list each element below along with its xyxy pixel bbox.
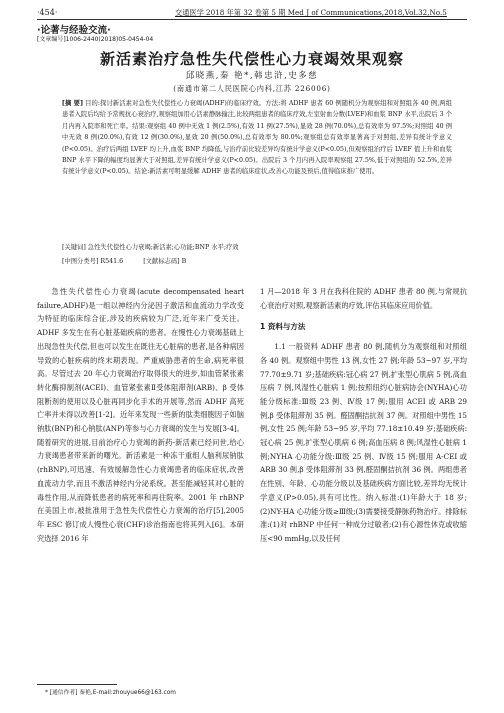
page-number: ·454· (37, 8, 58, 17)
intro-continuation: 1 月—2018 年 3 月在我科住院的 ADHF 患者 80 例,与常规抗心衰治疗对照,观察新活素的疗效,评估其临床应用价值。 (260, 287, 467, 310)
journal-header: 交通医学 2018 年第 32 卷第 5 期 Med J of Communications,2018,Vol.32,No.5 (175, 8, 447, 17)
footnote: * [通信作者] 秦艳,E-mail:zhouyue66@163.com (45, 690, 176, 696)
document-code: [文献标志码] B (143, 258, 187, 265)
body-right-column (260, 285, 467, 546)
article-title: 新活素治疗急性失代偿性心力衰竭效果观察 (99, 50, 404, 68)
classification-line (62, 256, 452, 265)
keywords: [关键词] 急性失代偿性心力衰竭;新活素;心功能;BNP 水平;疗效 (62, 244, 239, 251)
footnote-rule (37, 684, 117, 685)
abstract-text: 目的:探讨新活素对急性失代偿性心力衰竭(ADHF)的临床疗效。方法:将 ADHF 患者 60 例随机分为观察组和对照组各 40 例,两组患者入院后均给予常规抗心衰治疗,观察组加用心活素静脉输注,比较两组患者的临床疗效,左室射血分数(LVEF)和血浆 BNP 水平,出院后 3 个月内再入院率和死亡率。结果:观察组 40 例中无效 1 例(2.5%),有效 11 例(27.5%),显效 28 例(70.0%),总有效率为 97.5%;对照组 40 例中无效 8 例(20.0%),有效 12 例(30.0%),显效 20 例(50.0%),总有效率为 80.0%;观察组总有效率显著高于对照组,差异有统计学意义(P<0.05)。治疗后两组 LVEF 均上升,血浆 BNP 均降低,与治疗前比较差异均有统计学意义(P<0.05),但观察组治疗后 LVEF 值上升和血浆 BNP 水平下降的幅度均显著大于对照组,差异有统计学意义(P<0.05)。出院后 3 个月内再入院率观察组 27.5%,低于对照组的 52.5%,差异有统计学意义(P<0.05)。结论:新活素可明显缓解 ADHF 患者的临床症状,改善心功能及预后,值得临床推广使用。 (62, 100, 452, 176)
affiliation: (南通市第二人民医院心内科,江苏 226006) (173, 84, 331, 93)
methods-paragraph: 1.1 一般资料 ADHF 患者 80 例,随机分为观察组和对照组各 40 例。观察组中男性 13 例,女性 27 例;年龄 53~97 岁,平均 77.70±9.71 岁;基础疾病:冠心病 27 例,扩张型心肌病 5 例,高血压病 7 例,风湿性心脏病 1 例;按照纽约心脏病协会(NYHA)心功能分级标准:Ⅲ级 23 例、Ⅳ级 17 例;服用 ACEI 或 ARB 29 例,β 受体阻滞剂 35 例。醛固酮拮抗剂 37 例。对照组中男性 15 例,女性 25 例;年龄 53~95 岁,平均 77.18±10.49 岁;基础疾病:冠心病 25 例,扩张型心肌病 6 例;高血压病 8 例;风湿性心脏病 1 例;NYHA 心功能分级:Ⅲ级 25 例、Ⅳ级 15 例;服用 A-CEI 或 ARB 30 例,β 受体阻滞剂 33 例,醛固酮拮抗剂 36 例。两组患者在性别、年龄、心功能分级以及基础疾病方面比较,差异均无统计学意义(P>0.05),具有可比性。纳入标准:(1)年龄大于 18 岁;(2)NY-HA 心功能分级≥Ⅲ级;(3)需要接受静脉药物治疗。排除标准:(1)对 rhBNP 中任何一种成分过敏者;(2)有心源性休克或收缩压<90 mmHg,以及任何 (260, 342, 467, 543)
abstract (62, 98, 452, 178)
intro-paragraph: 急性失代偿性心力衰竭(acute decompensated heart failure,ADHF)是一组以神经内分泌因子激活和血流动力学改变为特征的临床综合征,涉及的疾病较为广泛,近年来广受关注。ADHF 多发生在有心脏基础疾病的患者。在慢性心力衰竭基础上出现急性失代偿,但也可以发生在既往无心脏病的患者,是各种病因导致的心脏疾病的终末期表现。严重威胁患者的生命,病死率很高。尽管过去 20 年心力衰竭治疗取得很大的进步,如血管紧张素转化酶抑制剂(ACEI)、血管紧张素Ⅱ受体阻滞剂(ARB)、β 受体阻断剂的使用以及心脏再同步化手术的开展等,然而 ADHF 高死亡率并未得以改善[1-2]。近年来发现一些新的肽类细胞因子如脑钠肽(BNP)和心钠肽(ANP)等参与心力衰竭的发生与发展[3-4]。随着研究的进展,目前治疗心力衰竭的新药-新活素已经问世,给心力衰竭患者带来新的曙光。新活素是一种冻干重组人脑利尿钠肽(rhBNP),可迅速、有效缓解急性心力衰竭患者的临床症状,改善血流动力学,而且不激活神经内分泌系统。甚至能减轻其对心脏的毒性作用,从而降低患者的病死率和再住院率。2001 年 rhBNP 在美国上市,被批准用于急性失代偿性心力衰竭的治疗[5],2005 年 ESC 修订成人慢性心衰(CHF)诊治指南也将其列入[6]。本研究选择 2016 年 (37, 287, 244, 543)
abstract-label: [摘 要] (62, 100, 83, 107)
header-rule (37, 19, 467, 20)
article-id: [文章编号]1006-2440(2018)05-0454-04 (37, 36, 154, 43)
authors: 邱晓燕,秦 艳*,韩忠浒,史多慈 (185, 71, 319, 81)
body-left-column (37, 285, 244, 545)
clc-number: [中图分类号] R541.6 (62, 258, 124, 265)
section-heading: 1 资料与方法 (260, 322, 306, 332)
section-label: ·论著与经验交流· (37, 25, 111, 36)
